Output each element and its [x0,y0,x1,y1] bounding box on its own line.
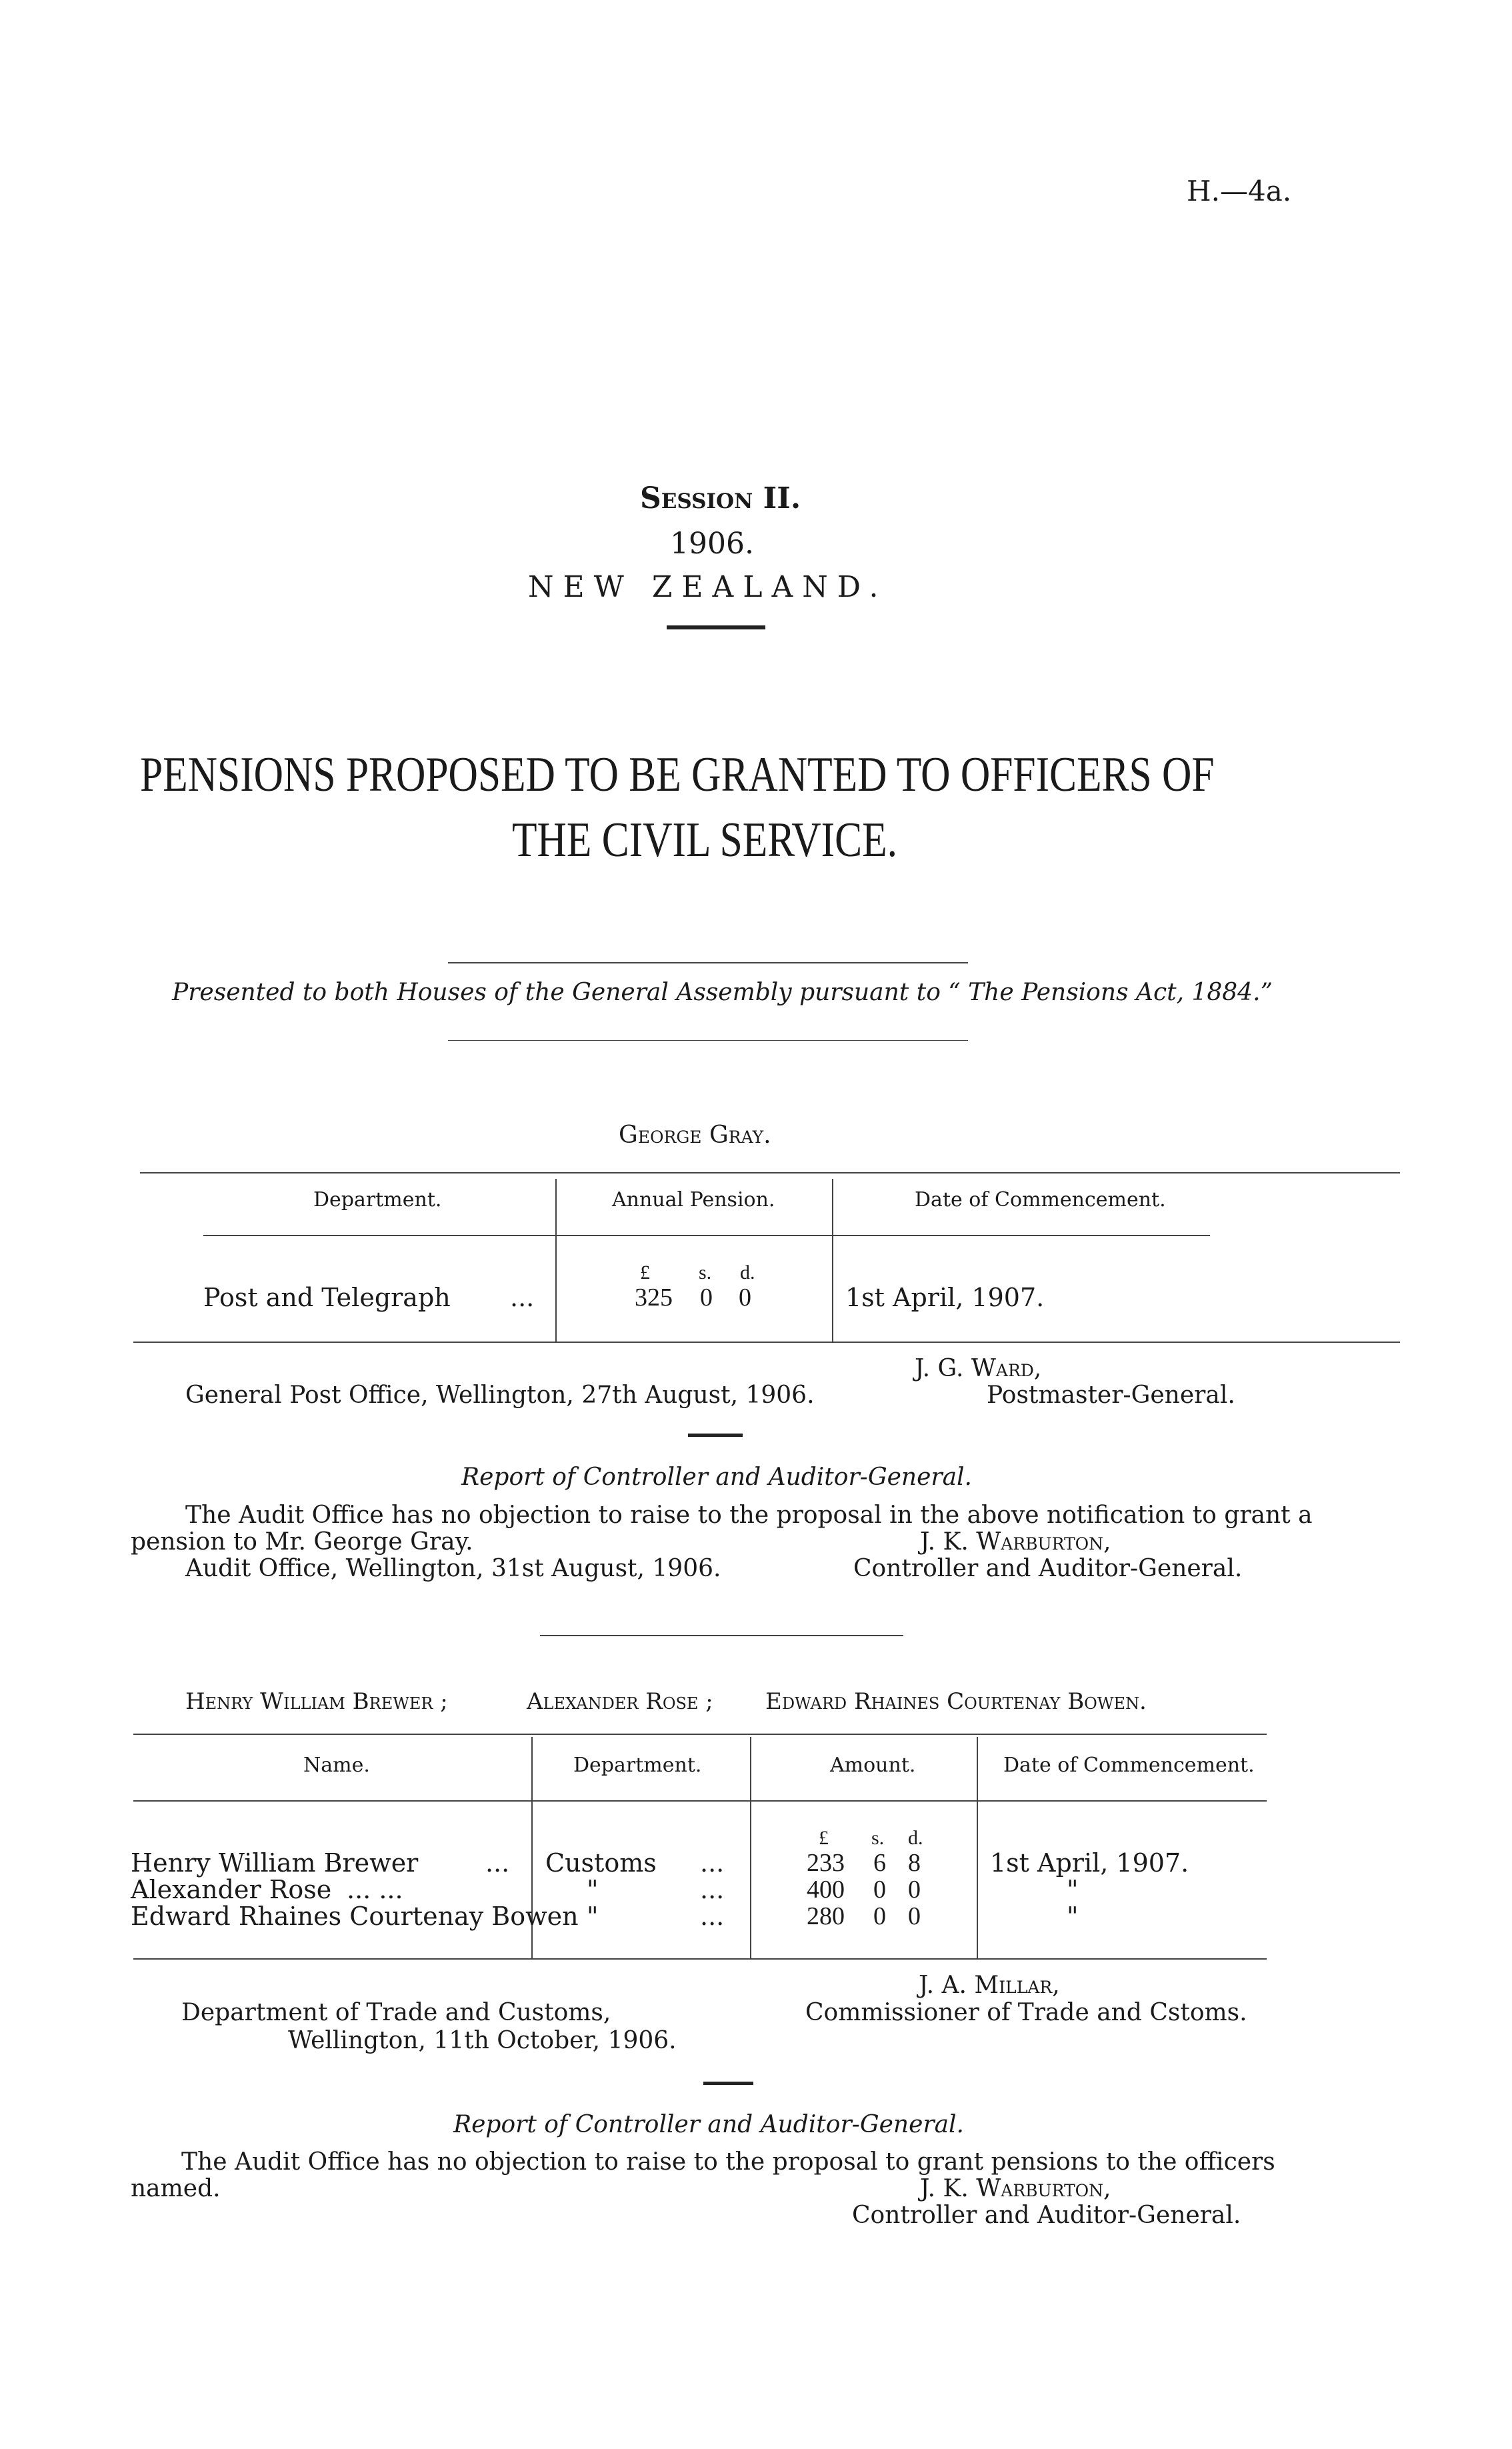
department-cell: " [587,1902,599,1931]
pensioners-heading: Edward Rhaines Courtenay Bowen. [765,1688,1147,1715]
section-rule [540,1635,903,1636]
pound-unit: £ [819,1827,829,1849]
pensioners-heading: Henry William Brewer ; [185,1688,448,1715]
pence-cell: 0 [739,1284,751,1312]
pence-cell: 8 [908,1849,921,1877]
document-title-line-1: PENSIONS PROPOSED TO BE GRANTED TO OFFICERS OF [140,747,1215,802]
shillings-cell: 0 [873,1876,886,1904]
column-header: Annual Pension. [612,1188,775,1211]
auditor-name: J. K. Warburton, [920,2175,1111,2202]
shillings-cell: 0 [700,1284,713,1312]
section-divider [688,1434,743,1437]
department-cell: Post and Telegraph [203,1283,451,1312]
table-divider [750,1804,751,1958]
pensioner-heading: George Gray. [619,1121,771,1149]
pensioners-heading: Alexander Rose ; [527,1688,713,1715]
leader-dots: ... [485,1848,510,1878]
pounds-cell: 400 [807,1876,845,1904]
pounds-cell: 280 [807,1902,845,1930]
signer-title: Postmaster-General. [987,1382,1235,1409]
department-cell: " [587,1875,599,1904]
date-cell: 1st April, 1907. [845,1283,1045,1312]
department-cell: Customs [545,1848,657,1878]
leader-dots: ... ... [347,1875,403,1904]
presented-note: Presented to both Houses of the General Assembly pursuant to “ The Pensions Act, 1884.” [172,979,1273,1006]
presented-rule [448,1040,968,1041]
page-reference: H.—4a. [1187,175,1292,207]
report-text: The Audit Office has no objection to raise to the proposal in the above notification to grant a [185,1502,1313,1529]
report-heading: Report of Controller and Auditor-General. [453,2111,965,2138]
name-cell: Alexander Rose [131,1875,332,1904]
name-cell: Henry William Brewer [131,1848,419,1878]
header-divider [667,625,765,629]
column-header: Date of Commencement. [915,1188,1166,1211]
table-top-rule [133,1734,1267,1735]
pence-unit: d. [740,1262,755,1284]
pounds-cell: 325 [635,1284,673,1312]
leader-dots: ... [700,1875,725,1904]
leader-dots: ... [510,1283,535,1312]
table-divider [977,1737,978,1804]
place-and-date: General Post Office, Wellington, 27th August, 1906. [185,1382,815,1409]
shillings-cell: 0 [873,1902,886,1930]
report-text: named. [131,2175,221,2202]
shilling-unit: s. [699,1262,712,1284]
pence-cell: 0 [908,1876,921,1904]
header-rule [133,1800,1267,1802]
table-divider [531,1737,533,1804]
report-text: pension to Mr. George Gray. [131,1528,473,1556]
shillings-cell: 6 [873,1849,886,1877]
pence-unit: d. [908,1827,923,1849]
pounds-cell: 233 [807,1849,845,1877]
leader-dots: ... [700,1902,725,1931]
leader-dots: ... [700,1848,725,1878]
year: 1906. [670,527,754,561]
date-cell: " [1067,1902,1079,1931]
name-cell: Edward Rhaines Courtenay Bowen [131,1902,579,1931]
column-header: Amount. [830,1754,916,1777]
table-bottom-rule [133,1958,1267,1960]
column-header: Name. [303,1754,370,1777]
table-bottom-rule [133,1342,1400,1343]
table-divider [531,1804,533,1958]
session-label: Session II. [640,481,801,515]
auditor-name: J. K. Warburton, [920,1528,1111,1556]
title-rule [448,962,968,963]
column-header: Department. [573,1754,702,1777]
date-cell: 1st April, 1907. [990,1848,1189,1878]
signer-name: J. G. Ward, [915,1355,1042,1382]
auditor-place: Audit Office, Wellington, 31st August, 1906. [185,1555,721,1582]
shilling-unit: s. [871,1827,885,1849]
signer-name: J. A. Millar, [919,1972,1060,1999]
country-name: NEW ZEALAND. [528,570,888,604]
header-rule [203,1235,1210,1236]
auditor-title: Controller and Auditor-General. [853,1555,1243,1582]
document-title-line-2: THE CIVIL SERVICE. [512,813,897,867]
table-divider [977,1804,978,1958]
report-heading: Report of Controller and Auditor-General. [461,1464,973,1491]
table-top-rule [140,1172,1400,1173]
section-divider [703,2082,753,2085]
table-divider [555,1240,557,1342]
place-line: Wellington, 11th October, 1906. [288,2027,677,2054]
column-header: Date of Commencement. [1003,1754,1255,1777]
place-line: Department of Trade and Customs, [181,1999,611,2026]
pence-cell: 0 [908,1902,921,1930]
date-cell: " [1067,1875,1079,1904]
pound-unit: £ [640,1262,650,1284]
signer-title: Commissioner of Trade and Cstoms. [805,1999,1247,2026]
column-header: Department. [313,1188,442,1211]
auditor-title: Controller and Auditor-General. [852,2202,1241,2229]
table-divider [750,1737,751,1804]
report-text: The Audit Office has no objection to raise to the proposal to grant pensions to the officers [181,2148,1275,2176]
table-divider [832,1240,833,1342]
